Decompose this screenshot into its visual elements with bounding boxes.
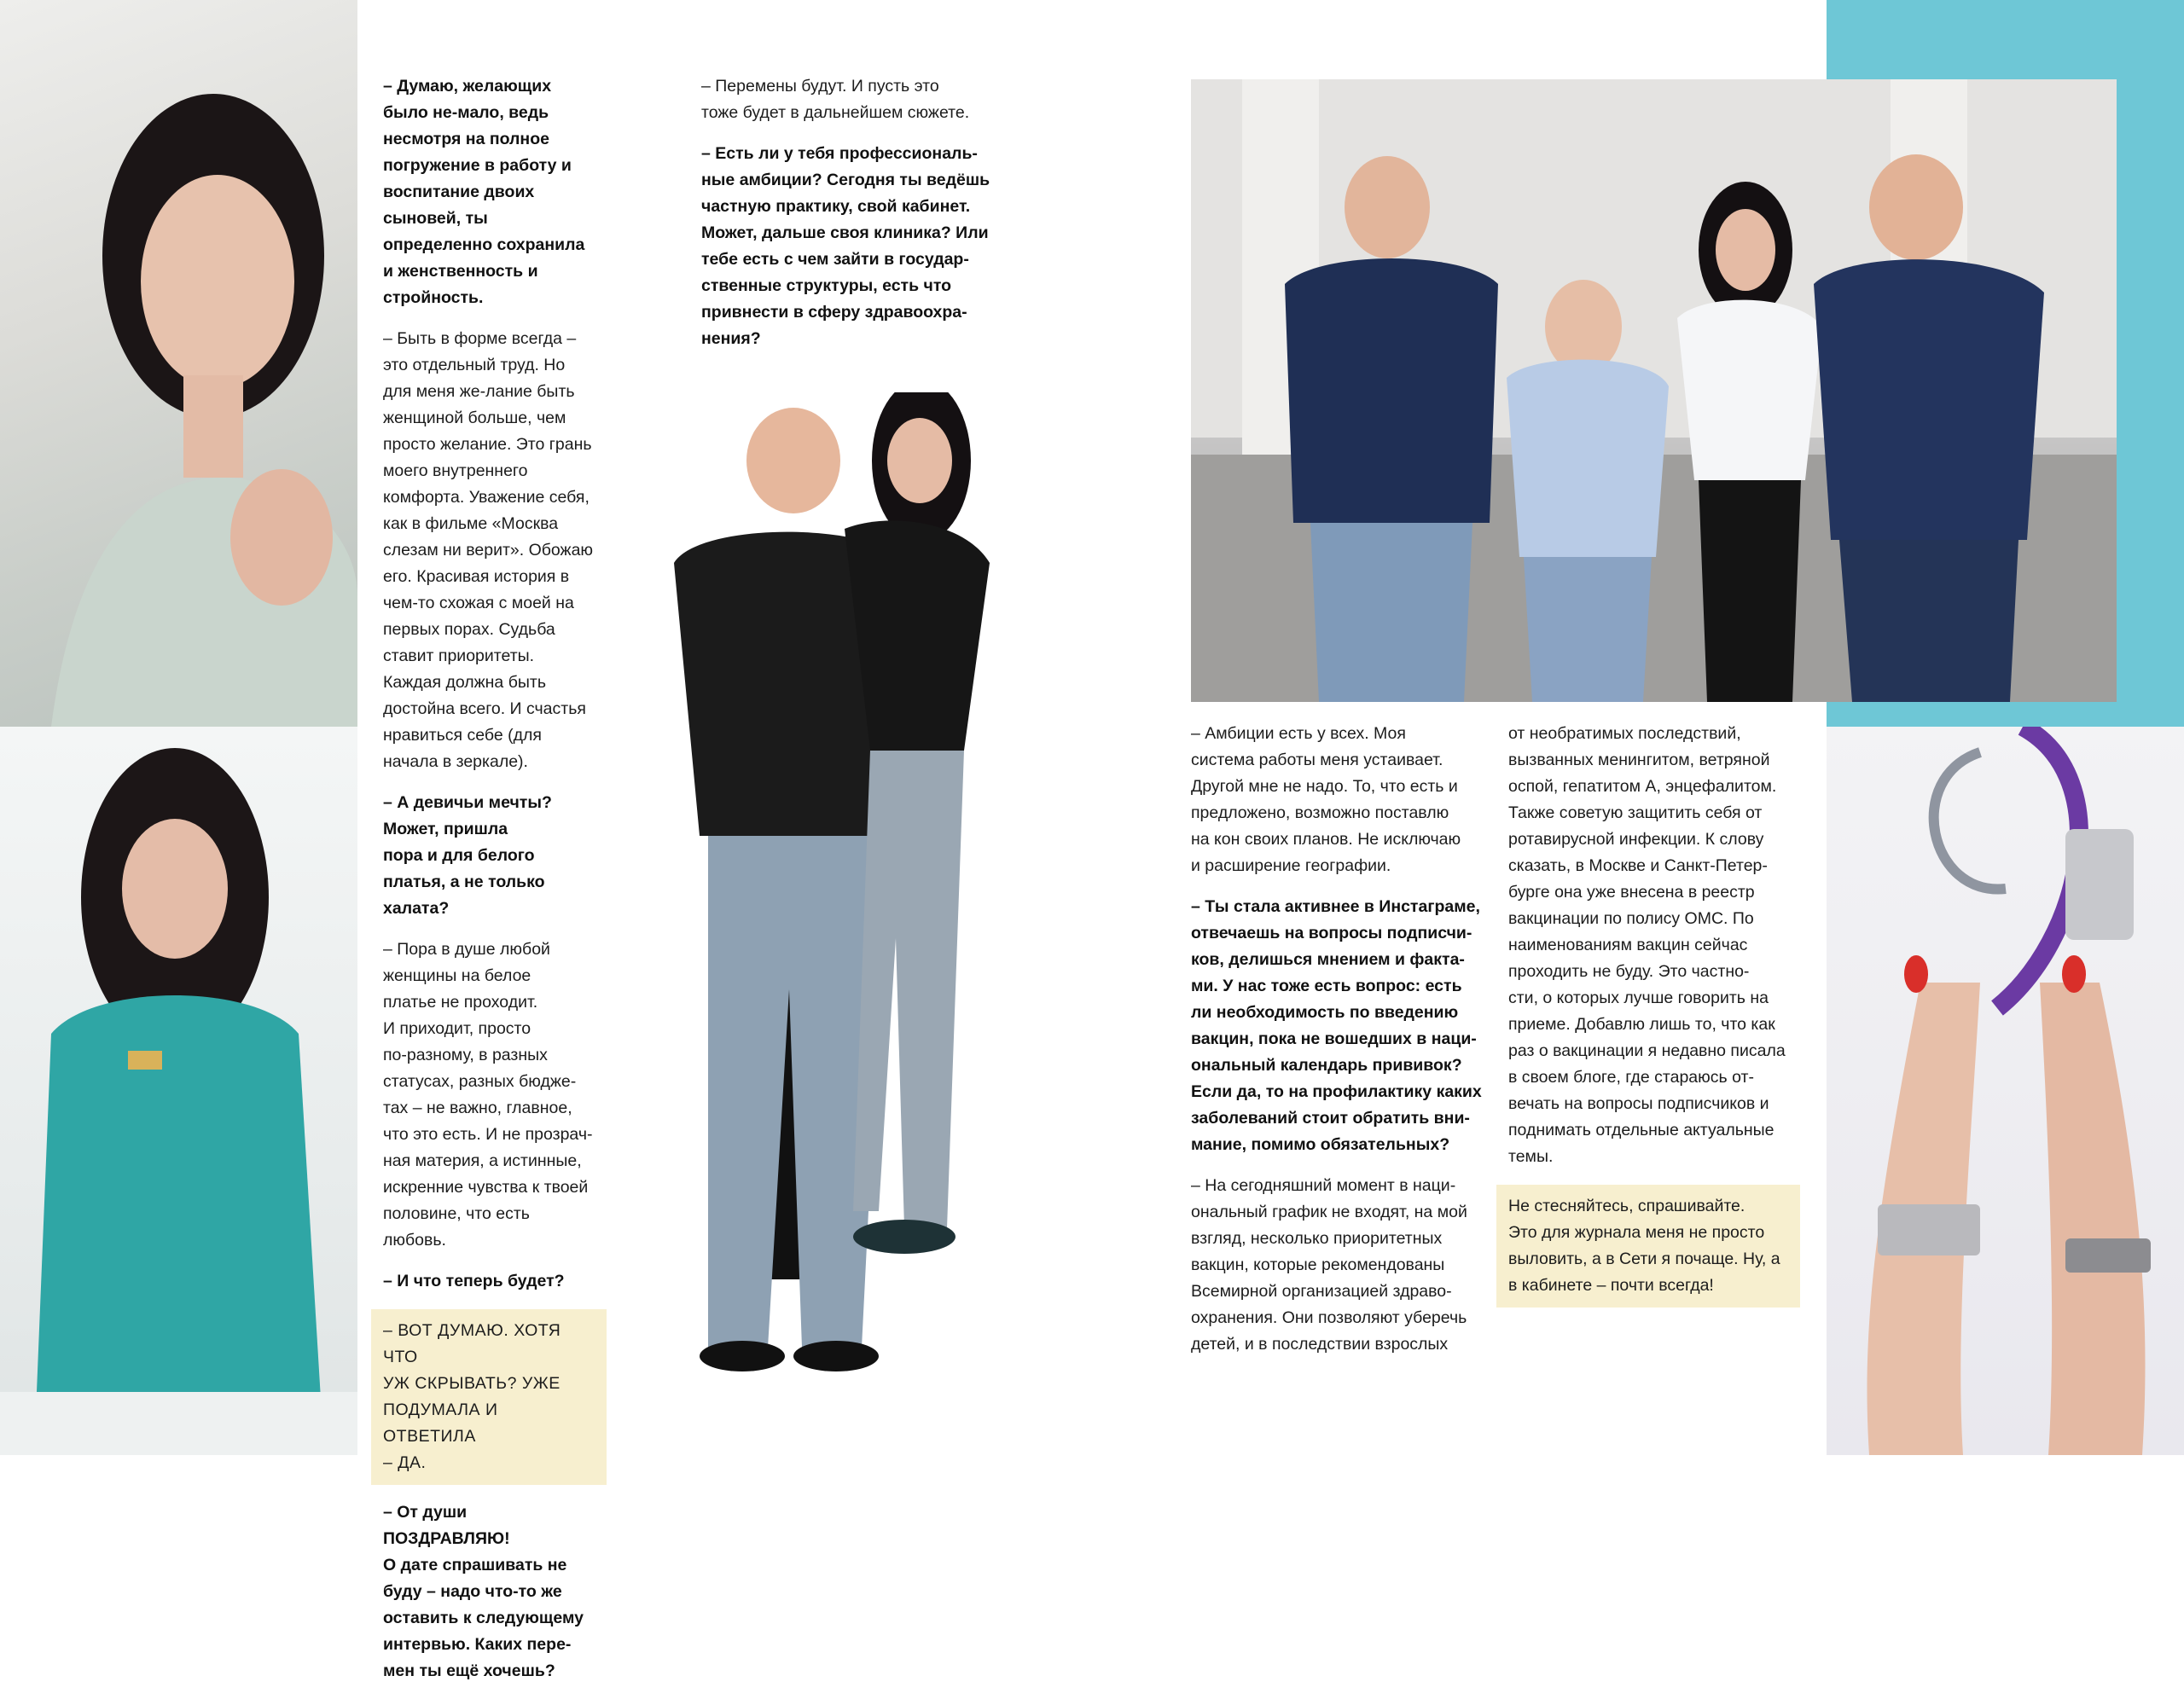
question-3: – И что теперь будет? xyxy=(383,1272,565,1290)
article-column-2 xyxy=(701,73,1008,367)
hands-photo-bottom-right xyxy=(1827,727,2184,1455)
woman-uniform-illustration xyxy=(0,727,357,1455)
answer-4-1: от необратимых последствий, вызванных менингитом, ветряной оспой, гепатитом А, энцефалитом. Также советую защитить себя от ротавирусной инфекции. К слову сказать, в Москве и Санкт-Петер- бурге она уже внесена в реестр вакцинации по полису ОМС. По наименованиям вакцин сейчас проходить не буду. Это частно- сти, о которых лучше говорить на приеме. Добавлю лишь то, что как раз о вакцинации я недавно писала в своем блоге, где стараюсь от- вечать на вопросы подписчиков и поднимать отдельные актуальные темы. xyxy=(1508,724,1786,1166)
couple-photo-center xyxy=(563,392,1041,1382)
highlight-box-2: Не стесняйтесь, спрашивайте. Это для журнала меня не просто выловить, а в Сети я почаще. Ну, а в кабинете – почти всегда! xyxy=(1496,1185,1800,1308)
question-4: – От души ПОЗДРАВЛЯЮ! О дате спрашивать не буду – надо что-то же оставить к следующему интервью. Каких пере- мен ты ещё хочешь? xyxy=(383,1503,584,1680)
highlight-box-1: – ВОТ ДУМАЮ. ХОТЯ ЧТО УЖ СКРЫВАТЬ? УЖЕ ПОДУМАЛА И ОТВЕТИЛА – ДА. xyxy=(371,1309,607,1485)
answer-2: – Пора в душе любой женщины на белое платье не проходит. И приходит, просто по-разному, в разных статусах, разных бюдже- тах – не важно, главное, что это есть. И не прозрач- ная материя, а истинные, искренние чувства к твоей половине, что есть любовь. xyxy=(383,940,593,1250)
hands-stethoscope-illustration xyxy=(1827,727,2184,1455)
answer-1: – Быть в форме всегда – это отдельный труд. Но для меня же-лание быть женщиной больше, чем просто желание. Это грань моего внутреннего комфорта. Уважение себя, как в фильме «Москва слезам ни верит». Обожаю его. Красивая история в чем-то схожая с моей на первых порах. Судьба ставит приоритеты. Каждая должна быть достойна всего. И счастья нравиться себе (для начала в зеркале). xyxy=(383,329,594,771)
question-1: – Думаю, желающих было не-мало, ведь несмотря на полное погружение в работу и воспитание двоих сыновей, ты определенно сохранила и женственность и стройность. xyxy=(383,77,585,307)
woman-uniform-photo-bottom-left xyxy=(0,727,357,1455)
answer-2-1: – Перемены будут. И пусть это тоже будет в дальнейшем сюжете. xyxy=(701,77,970,122)
article-column-1 xyxy=(383,73,596,1699)
woman-portrait-illustration xyxy=(0,0,357,727)
couple-illustration xyxy=(563,392,1041,1382)
family-photo-top-right xyxy=(1191,79,2117,702)
answer-3-2: – На сегодняшний момент в наци- ональный график не входят, на мой взгляд, несколько приоритетных вакцин, которые рекомендованы Всемирной организацией здраво- охранения. Они позволяют уберечь детей, и в последствии взрослых xyxy=(1191,1176,1467,1354)
question-3-1: – Ты стала активнее в Инстаграме, отвечаешь на вопросы подписчи- ков, делишься мнением и факта- ми. У нас тоже есть вопрос: есть ли необходимость по введению вакцин, пока не вошедших в наци- ональный календарь прививок? Если да, то на профилактику каких заболеваний стоит обратить вни- мание, помимо обязательных? xyxy=(1191,897,1482,1154)
family-illustration xyxy=(1191,79,2117,702)
portrait-photo-top-left xyxy=(0,0,357,727)
article-column-4 xyxy=(1508,721,1815,1308)
question-2-1: – Есть ли у тебя профессиональ- ные амбиции? Сегодня ты ведёшь частную практику, свой кабинет. Может, дальше своя клиника? Или тебе есть с чем зайти в государ- ственные структуры, есть что привнести в сферу здравоохра- нения? xyxy=(701,144,990,348)
question-2: – А девичьи мечты? Может, пришла пора и для белого платья, а не только халата? xyxy=(383,793,552,918)
article-column-3 xyxy=(1191,721,1498,1372)
answer-3-1: – Амбиции есть у всех. Моя система работы меня устаивает. Другой мне не надо. То, что есть и предложено, возможно поставлю на кон своих планов. Не исключаю и расширение географии. xyxy=(1191,724,1461,875)
